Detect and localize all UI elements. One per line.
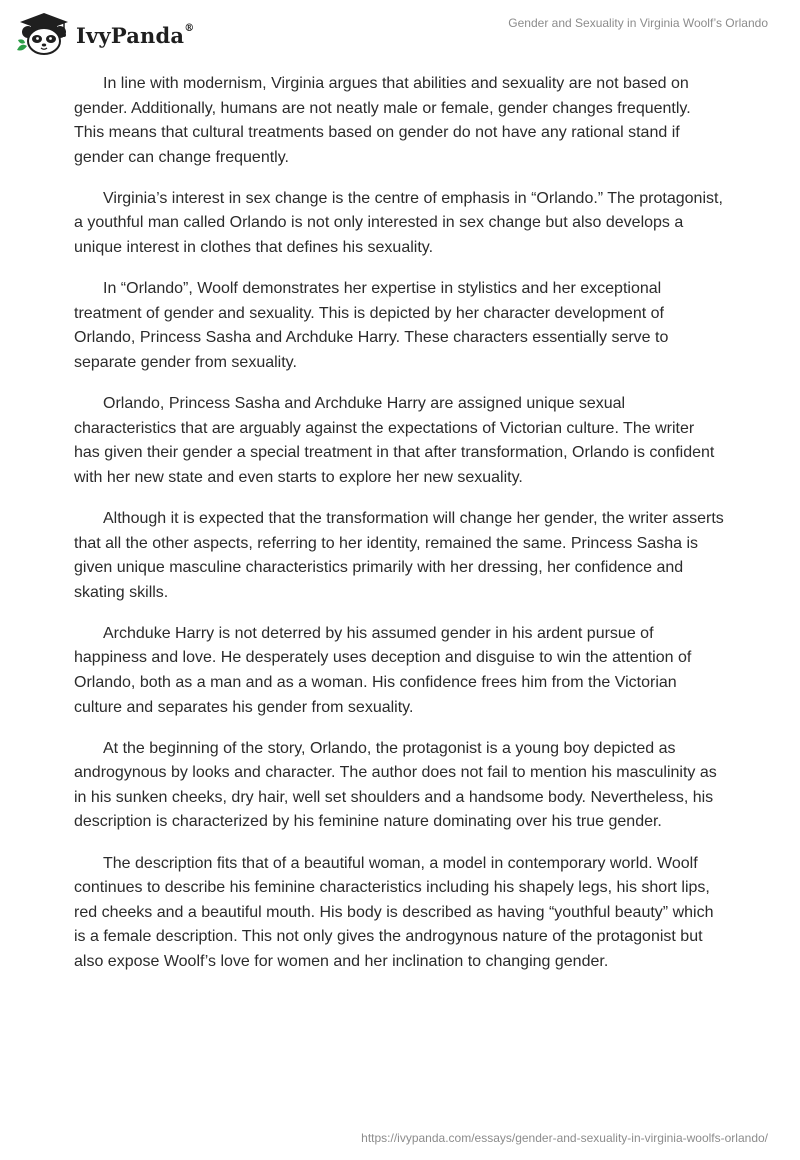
page-header xyxy=(0,0,800,70)
source-url[interactable]: https://ivypanda.com/essays/gender-and-sexuality-in-virginia-woolfs-orlando/ xyxy=(361,1131,768,1145)
brand-logo[interactable] xyxy=(14,10,194,61)
paragraph: Although it is expected that the transformation will change her gender, the writer asserts that all the other aspects, referring to her identity, remained the same. Princess Sasha is given unique masculine characteristics primarily with her dressing, her confidence and skating skills. xyxy=(74,509,724,601)
document-title: Gender and Sexuality in Virginia Woolf’s Orlando xyxy=(508,16,768,30)
article-body xyxy=(74,72,724,991)
paragraph: Virginia’s interest in sex change is the centre of emphasis in “Orlando.” The protagonist, a youthful man called Orlando is not only interested in sex change but also develops a unique interest in clothes that defines his sexuality. xyxy=(74,189,723,257)
paragraph: Orlando, Princess Sasha and Archduke Harry are assigned unique sexual characteristics that are arguably against the expectations of Victorian culture. The writer has given their gender a special treatment in that after transformation, Orlando is confident with her new state and even starts to explore her new sexuality. xyxy=(74,395,715,486)
brand-name: IvyPanda® xyxy=(76,23,195,48)
paragraph: At the beginning of the story, Orlando, the protagonist is a young boy depicted as androgynous by looks and character. The author does not fail to mention his masculinity as in his sunken cheeks, dry hair, well set shoulders and a handsome body. Nevertheless, his description is characterized by his feminine nature dominating over his true gender. xyxy=(74,739,717,831)
paragraph: In “Orlando”, Woolf demonstrates her expertise in stylistics and her exceptional treatment of gender and sexuality. This is depicted by her character development of Orlando, Princess Sasha and Archduke Harry. These characters essentially serve to separate gender from sexuality. xyxy=(74,280,669,371)
panda-graduate-icon xyxy=(14,10,72,61)
paragraph: The description fits that of a beautiful woman, a model in contemporary world. Woolf continues to describe his feminine characteristics including his shapely legs, his short lips, red cheeks and a beautiful mouth. His body is described as having “youthful beauty” which is a female description. This not only gives the androgynous nature of the protagonist but also expose Woolf’s love for women and her inclination to changing gender. xyxy=(74,854,714,970)
paragraph: Archduke Harry is not deterred by his assumed gender in his ardent pursue of happiness and love. He desperately uses deception and disguise to win the attention of Orlando, both as a man and as a woman. His confidence frees him from the Victorian culture and separates his gender from sexuality. xyxy=(74,624,692,716)
paragraph: In line with modernism, Virginia argues that abilities and sexuality are not based on gender. Additionally, humans are not neatly male or female, gender changes frequently. This means that cultural treatments based on gender do not have any rational stand if gender can change frequently. xyxy=(74,75,691,166)
